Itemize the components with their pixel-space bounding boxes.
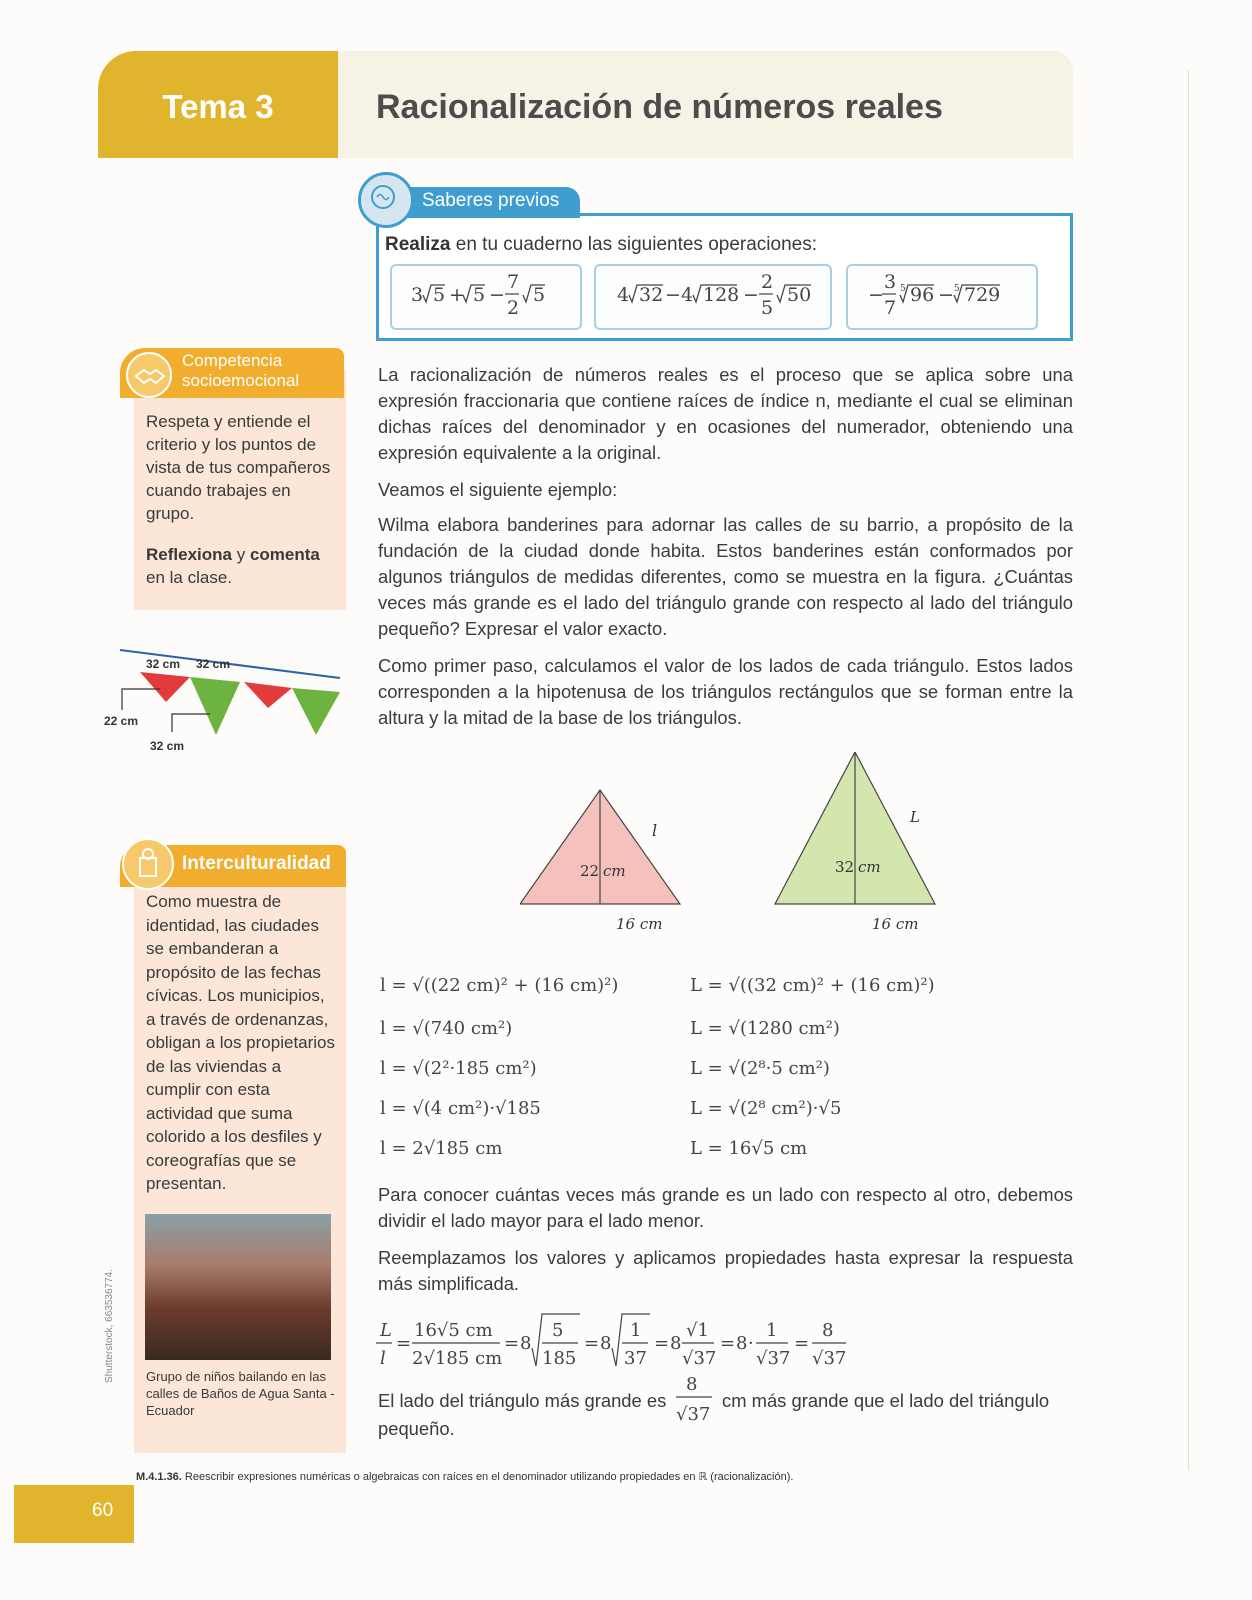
small-height-value: 22 — [580, 862, 600, 880]
interculturalidad-title: Interculturalidad — [182, 853, 331, 874]
conclusion-end: cm más grande que el lado del triángulo — [722, 1390, 1050, 1411]
exercise-card-2 — [594, 264, 832, 330]
svg-text:5: 5 — [433, 283, 446, 306]
ratio-f3-den: 37 — [624, 1348, 647, 1369]
ratio-coef-1: 8 — [520, 1333, 532, 1354]
handshake-icon — [126, 352, 172, 398]
page-number-box — [14, 1485, 134, 1543]
equation-large-2: L = √(1280 cm²) — [690, 1018, 840, 1039]
svg-text:5: 5 — [533, 283, 546, 306]
ratio-f4-num: √1 — [686, 1320, 709, 1341]
culture-icon — [122, 838, 174, 890]
paragraph-example-intro: Veamos el siguiente ejemplo: — [378, 479, 618, 500]
dimension-line-bottom — [172, 714, 210, 732]
svg-text:=: = — [504, 1333, 520, 1354]
ratio-equation — [376, 1312, 876, 1382]
page-title: Racionalización de números reales — [376, 88, 943, 126]
equation-small-4: l = √(4 cm²)·√185 — [380, 1098, 541, 1119]
banner-flag-3 — [244, 682, 292, 708]
large-side-label: L — [910, 808, 920, 826]
svg-text:5: 5 — [473, 283, 486, 306]
page-number: 60 — [92, 1500, 114, 1521]
interculturalidad-text: Como muestra de identidad, las ciudades se embanderan a propósito de las fechas cívicas. Los municipios, a través de ordenanzas, obligan a los propietarios de las viviendas a cumplir con esta actividad que suma colorido a los desfiles y coreografías que se presentan. — [146, 892, 336, 1193]
ratio-f2-den: 185 — [542, 1348, 577, 1369]
banner-figure — [100, 640, 350, 770]
svg-text:−: − — [938, 283, 954, 306]
ratio-f1-num: 16√5 cm — [414, 1320, 493, 1341]
svg-text:5: 5 — [900, 283, 906, 294]
dancing-children-photo — [145, 1214, 331, 1360]
margin-line — [1188, 70, 1189, 1470]
svg-text:+: + — [449, 283, 465, 306]
ratio-f3-num: 1 — [630, 1320, 642, 1341]
equation-small-5: l = 2√185 cm — [380, 1138, 503, 1159]
paragraph-definition: La racionalización de números reales es el proceso que se aplica sobre una expresión fraccionaria que contiene raíces de índice n, mediante el cual se eliminan dichas raíces del denominador y en ocasiones del numerador, obteniendo una expresión equivalente a la original. — [378, 364, 1073, 463]
svg-text:=: = — [654, 1333, 670, 1354]
banner-flag-2 — [190, 677, 240, 735]
answer-num: 8 — [686, 1374, 698, 1395]
ratio-coef-2: 8 — [600, 1333, 612, 1354]
small-side-label: l — [652, 821, 658, 840]
photo-credit: Shutterstock, 663536774. — [104, 1269, 115, 1383]
banner-flag-4 — [292, 688, 340, 735]
tema-label: Tema 3 — [162, 88, 274, 125]
paragraph-problem: Wilma elabora banderines para adornar las calles de su barrio, a propósito de la fundación de la ciudad donde habita. Estos banderines están conformados por algunos triángulos de medidas diferentes, como se muestra en la figura. ¿Cuántas veces más grande es el lado del triángulo grande con respecto al lado del triángulo pequeño? Expresar el valor exacto. — [378, 514, 1073, 639]
svg-text:−: − — [665, 283, 681, 306]
svg-text:=: = — [584, 1333, 600, 1354]
ratio-f6-den: √37 — [812, 1348, 847, 1369]
competencia-text: Respeta y entiende el criterio y los puntos de vista de tus compañeros cuando trabajes en grupo. — [146, 412, 331, 523]
ratio-f6-num: 8 — [822, 1320, 834, 1341]
svg-text:5: 5 — [761, 296, 774, 319]
saberes-previos-instruction: Realiza en tu cuaderno las siguientes operaciones: — [385, 234, 818, 255]
svg-text:4: 4 — [617, 283, 630, 306]
small-base-label: 16 cm — [616, 915, 663, 933]
competencia-title: Competencia socioemocional — [182, 351, 300, 390]
small-height-unit: cm — [603, 862, 626, 880]
conclusion-fraction — [672, 1366, 718, 1432]
banner-flag-1 — [140, 672, 190, 702]
ratio-f5-num: 1 — [766, 1320, 778, 1341]
label-bottom: 32 cm — [150, 739, 185, 753]
conclusion-start: El lado del triángulo más grande es — [378, 1390, 667, 1411]
svg-text:7: 7 — [884, 296, 897, 319]
svg-text:5: 5 — [954, 283, 960, 294]
ratio-f2-num: 5 — [552, 1320, 564, 1341]
large-height-value: 32 — [835, 858, 855, 876]
svg-text:2: 2 — [507, 296, 520, 319]
exercise-card-1 — [390, 264, 582, 330]
ratio-lhs-den: l — [380, 1348, 386, 1369]
svg-text:3: 3 — [884, 270, 897, 293]
svg-text:−: − — [743, 283, 759, 306]
svg-text:96: 96 — [910, 283, 935, 306]
exercise-1 — [401, 267, 571, 328]
svg-text:=: = — [794, 1333, 810, 1354]
exercise-card-3 — [846, 264, 1038, 330]
svg-text:7: 7 — [507, 270, 520, 293]
ratio-f5-den: √37 — [756, 1348, 791, 1369]
equation-large-4: L = √(2⁸ cm²)·√5 — [690, 1098, 842, 1119]
svg-text:2: 2 — [761, 270, 774, 293]
svg-text:4: 4 — [681, 283, 694, 306]
exercise-2 — [603, 267, 823, 328]
equation-small-2: l = √(740 cm²) — [380, 1018, 513, 1039]
equation-small-1: l = √((22 cm)² + (16 cm)²) — [380, 975, 619, 996]
paragraph-divide: Para conocer cuántas veces más grande es un lado con respecto al otro, debemos dividir el lado mayor para el lado menor. — [378, 1184, 1073, 1231]
label-top-2: 32 cm — [196, 657, 231, 671]
dimension-line-left — [122, 689, 160, 710]
label-left: 22 cm — [104, 714, 139, 728]
svg-text:32: 32 — [639, 283, 664, 306]
answer-den: √37 — [676, 1404, 711, 1425]
large-height-unit: cm — [858, 858, 881, 876]
ratio-lhs-num: L — [380, 1320, 392, 1341]
exercise-3 — [852, 267, 1032, 328]
svg-text:50: 50 — [787, 283, 812, 306]
conclusion-last: pequeño. — [378, 1418, 455, 1439]
competencia-reflect: Reflexiona y comenta en la clase. — [146, 545, 320, 587]
brain-icon — [358, 172, 414, 228]
triangles-figure — [520, 752, 980, 942]
equation-large-1: L = √((32 cm)² + (16 cm)²) — [690, 975, 935, 996]
ratio-coef-4: 8 — [736, 1333, 748, 1354]
paragraph-replace: Reemplazamos los valores y aplicamos propiedades hasta expresar la respuesta más simplificada. — [378, 1247, 1073, 1294]
svg-text:=: = — [720, 1333, 736, 1354]
saberes-previos-title: Saberes previos — [422, 190, 560, 211]
curriculum-note: M.4.1.36. Reescribir expresiones numéricas o algebraicas con raíces en el denominador utilizando propiedades en ℝ (racionalización). — [136, 1471, 794, 1483]
svg-text:128: 128 — [703, 283, 740, 306]
label-top-1: 32 cm — [146, 657, 181, 671]
svg-text:−: − — [489, 283, 505, 306]
ratio-coef-3: 8 — [670, 1333, 682, 1354]
svg-text:=: = — [396, 1333, 412, 1354]
equation-small-3: l = √(2²·185 cm²) — [380, 1058, 537, 1079]
paragraph-first-step: Como primer paso, calculamos el valor de los lados de cada triángulo. Estos lados corresponden a la hipotenusa de los triángulos rectángulos que se forman entre la altura y la mitad de la base de los triángulos. — [378, 655, 1073, 728]
svg-text:−: − — [868, 283, 884, 306]
ratio-f4-den: √37 — [682, 1348, 717, 1369]
ratio-f1-den: 2√185 cm — [412, 1348, 503, 1369]
equation-large-5: L = 16√5 cm — [690, 1138, 808, 1159]
photo-caption: Grupo de niños bailando en las calles de Baños de Agua Santa - Ecuador — [146, 1369, 335, 1418]
svg-text:3: 3 — [411, 283, 424, 306]
equation-large-3: L = √(2⁸·5 cm²) — [690, 1058, 830, 1079]
svg-text:729: 729 — [964, 283, 1001, 306]
large-base-label: 16 cm — [872, 915, 919, 933]
svg-text:·: · — [748, 1333, 754, 1354]
